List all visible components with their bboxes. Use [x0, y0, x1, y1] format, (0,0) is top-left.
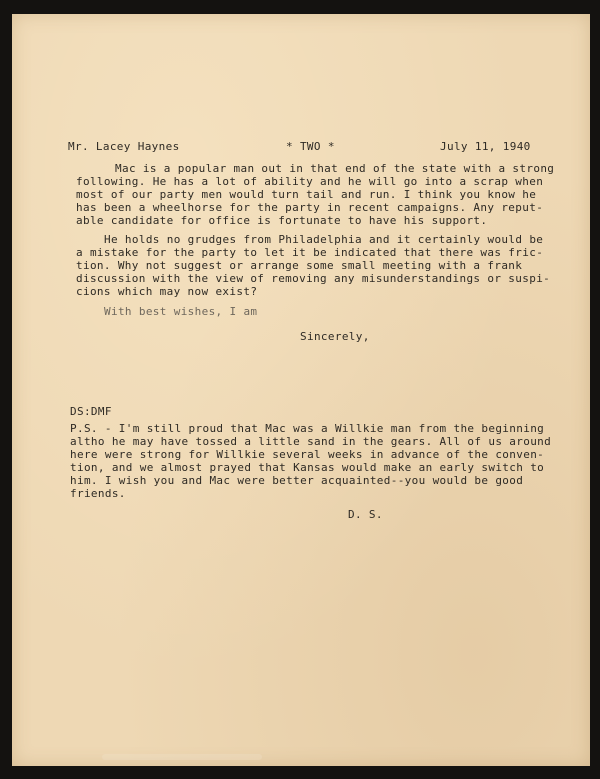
- ps-initials: D. S.: [348, 508, 383, 521]
- postscript-line: friends.: [70, 487, 126, 500]
- paragraph-2-line: He holds no grudges from Philadelphia and it certainly would be: [104, 233, 544, 246]
- postscript-line: P.S. - I'm still proud that Mac was a Willkie man from the beginning: [70, 422, 545, 435]
- letter-date: July 11, 1940: [440, 140, 531, 153]
- postscript-line: tion, and we almost prayed that Kansas would make an early switch to: [70, 461, 545, 474]
- paragraph-1-line: has been a wheelhorse for the party in recent campaigns. Any reput-: [76, 201, 544, 214]
- paragraph-1-line: most of our party men would turn tail and run. I think you know he: [76, 188, 537, 201]
- paragraph-2-line: cions which may now exist?: [76, 285, 258, 298]
- paragraph-1-line: able candidate for office is fortunate to have his support.: [76, 214, 488, 227]
- letter-page: [12, 14, 590, 766]
- reference-initials: DS:DMF: [70, 405, 112, 418]
- postscript-line: him. I wish you and Mac were better acquainted--you would be good: [70, 474, 524, 487]
- postscript-line: altho he may have tossed a little sand in the gears. All of us around: [70, 435, 552, 448]
- page-marker: * TWO *: [286, 140, 335, 153]
- postscript-line: here were strong for Willkie several weeks in advance of the conven-: [70, 448, 545, 461]
- recipient-line: Mr. Lacey Haynes: [68, 140, 180, 153]
- closing-wishes: With best wishes, I am: [104, 305, 258, 318]
- paragraph-2-line: a mistake for the party to let it be indicated that there was fric-: [76, 246, 544, 259]
- paper-wear-mark: [102, 754, 262, 760]
- paragraph-1-line: Mac is a popular man out in that end of the state with a strong: [115, 162, 555, 175]
- signoff: Sincerely,: [300, 330, 370, 343]
- paragraph-2-line: tion. Why not suggest or arrange some small meeting with a frank: [76, 259, 523, 272]
- paragraph-1-line: following. He has a lot of ability and he will go into a scrap when: [76, 175, 544, 188]
- paragraph-2-line: discussion with the view of removing any misunderstandings or suspi-: [76, 272, 551, 285]
